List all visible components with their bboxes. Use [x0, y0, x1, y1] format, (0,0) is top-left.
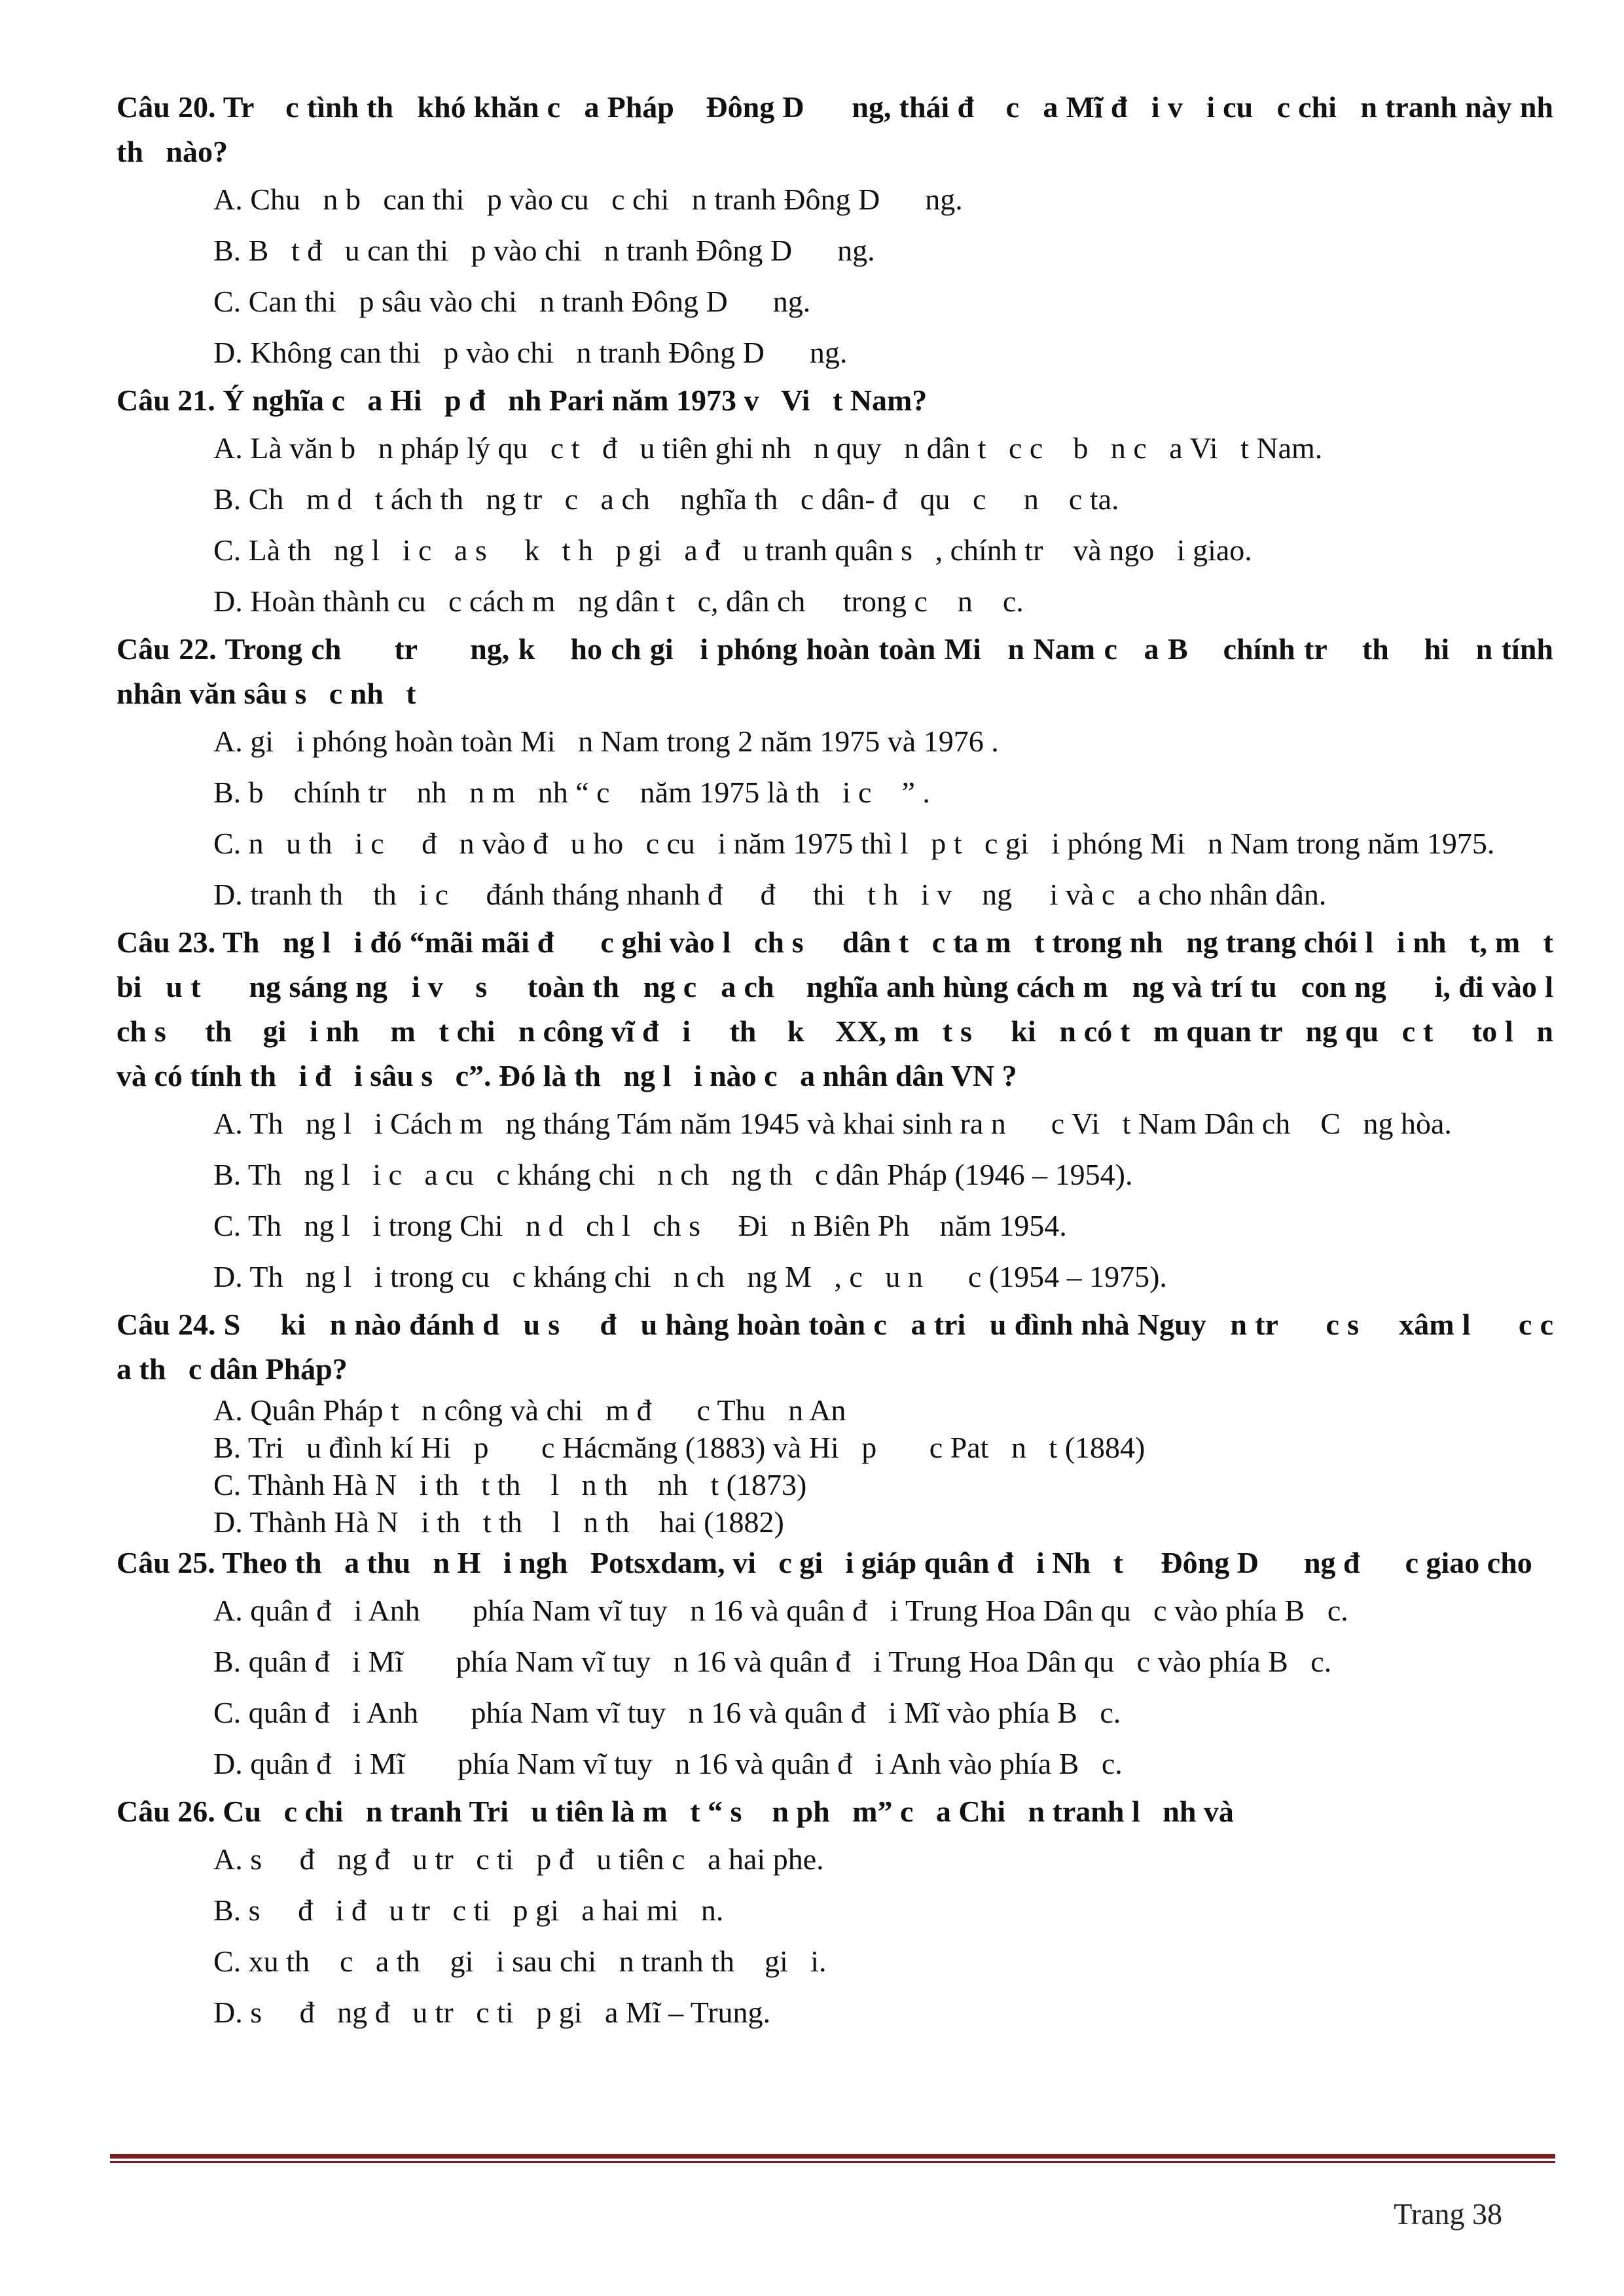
question-23-option-d: D. Th ng l i trong cu c kháng chi n ch ng M , c u n c (1954 – 1975).	[213, 1260, 1167, 1293]
question-25-option-d: D. quân đ i Mĩ phía Nam vĩ tuy n 16 và quân đ i Anh vào phía B c.	[213, 1747, 1123, 1780]
question-20-option-b: B. B t đ u can thi p vào chi n tranh Đông D ng.	[213, 234, 875, 267]
question-24-options	[117, 1391, 1553, 1541]
page-number: Trang 38	[1394, 2197, 1502, 2231]
question-25-heading: Câu 25. Theo th a thu n H i ngh Potsxdam, vi c gi i giáp quân đ i Nh t Đông D ng đ c giao cho	[117, 1546, 1532, 1579]
question-20-option-a: A. Chu n b can thi p vào cu c chi n tranh Đông D ng.	[213, 183, 963, 216]
question-22-option-a: A. gi i phóng hoàn toàn Mi n Nam trong 2 năm 1975 và 1976 .	[213, 725, 999, 758]
question-26-option-d: D. s đ ng đ u tr c ti p gi a Mĩ – Trung.	[213, 1996, 771, 2029]
question-21-option-a: A. Là văn b n pháp lý qu c t đ u tiên ghi nh n quy n dân t c c b n c a Vi t Nam.	[213, 431, 1323, 465]
question-26-option-c: C. xu th c a th gi i sau chi n tranh th gi i.	[213, 1945, 827, 1978]
question-26-heading: Câu 26. Cu c chi n tranh Tri u tiên là m t “ s n ph m” c a Chi n tranh l nh và	[117, 1795, 1234, 1828]
question-22-heading: Câu 22. Trong ch tr ng, k ho ch gi i phóng hoàn toàn Mi n Nam c a B chính tr th hi n tính nhân văn sâu s c nh t	[117, 632, 1561, 710]
question-21-option-d: D. Hoàn thành cu c cách m ng dân t c, dân ch trong c n c.	[213, 584, 1024, 618]
question-25	[117, 1541, 1553, 1789]
question-20-option-c: C. Can thi p sâu vào chi n tranh Đông D ng.	[213, 285, 811, 318]
question-22-options	[117, 716, 1553, 920]
question-24-option-a: A. Quân Pháp t n công và chi m đ c Thu n An	[213, 1393, 846, 1427]
question-26	[117, 1789, 1553, 2038]
question-22	[117, 627, 1561, 920]
question-25-option-c: C. quân đ i Anh phía Nam vĩ tuy n 16 và quân đ i Mĩ vào phía B c.	[213, 1696, 1121, 1729]
question-24-option-c: C. Thành Hà N i th t th l n th nh t (1873)	[213, 1468, 807, 1501]
question-21-heading: Câu 21. Ý nghĩa c a Hi p đ nh Pari năm 1973 v Vi t Nam?	[117, 384, 928, 417]
question-23-option-c: C. Th ng l i trong Chi n d ch l ch s Đi n Biên Ph năm 1954.	[213, 1209, 1067, 1242]
question-23	[117, 920, 1576, 1302]
question-26-option-a: A. s đ ng đ u tr c ti p đ u tiên c a hai phe.	[213, 1842, 824, 1876]
question-20	[117, 85, 1576, 378]
question-24-option-d: D. Thành Hà N i th t th l n th hai (1882)	[213, 1505, 784, 1539]
question-20-heading: Câu 20. Tr c tình th khó khăn c a Pháp Đông D ng, thái đ c a Mĩ đ i v i cu c chi n tranh này nh th nào?	[117, 90, 1576, 168]
question-21-option-c: C. Là th ng l i c a s k t h p gi a đ u tranh quân s , chính tr và ngo i giao.	[213, 533, 1252, 567]
question-22-option-d: D. tranh th th i c đánh tháng nhanh đ đ thi t h i v ng i và c a cho nhân dân.	[213, 878, 1327, 911]
question-26-option-b: B. s đ i đ u tr c ti p gi a hai mi n.	[213, 1893, 724, 1927]
question-21-option-b: B. Ch m d t ách th ng tr c a ch nghĩa th c dân- đ qu c n c ta.	[213, 482, 1119, 516]
question-25-option-a: A. quân đ i Anh phía Nam vĩ tuy n 16 và quân đ i Trung Hoa Dân qu c vào phía B c.	[213, 1594, 1348, 1627]
question-22-option-b: B. b chính tr nh n m nh “ c năm 1975 là th i c ” .	[213, 776, 930, 809]
question-24-option-b: B. Tri u đình kí Hi p c Hácmăng (1883) và Hi p c Pat n t (1884)	[213, 1431, 1146, 1464]
question-24-heading: Câu 24. S ki n nào đánh d u s đ u hàng hoàn toàn c a tri u đình nhà Nguy n tr c s xâm l c c a th c dân Pháp?	[117, 1308, 1576, 1386]
question-23-options	[117, 1098, 1553, 1302]
question-25-options	[117, 1585, 1553, 1789]
question-23-option-a: A. Th ng l i Cách m ng tháng Tám năm 1945 và khai sinh ra n c Vi t Nam Dân ch C ng hòa.	[213, 1107, 1452, 1140]
question-22-option-c: C. n u th i c đ n vào đ u ho c cu i năm 1975 thì l p t c gi i phóng Mi n Nam trong năm 1975.	[213, 827, 1495, 860]
question-26-options	[117, 1834, 1553, 2038]
question-20-option-d: D. Không can thi p vào chi n tranh Đông D ng.	[213, 336, 848, 369]
footer-rule-thick	[110, 2154, 1555, 2159]
question-20-options	[117, 174, 1553, 378]
question-21-options	[117, 423, 1553, 627]
question-23-heading: Câu 23. Th ng l i đó “mãi mãi đ c ghi vào l ch s dân t c ta m t trong nh ng trang chói l i nh t, m t bi u t ng sáng ng i v s toàn th ng c a ch nghĩa anh hùng cách m ng và trí tu con ng i, đi vào l ch s th gi i nh m t chi n công vĩ đ i th k XX, m t s ki n có t m quan tr ng qu c t to l n và có tính th i đ i sâu s c”. Đó là th ng l i nào c a nhân dân VN ?	[117, 925, 1576, 1092]
question-23-option-b: B. Th ng l i c a cu c kháng chi n ch ng th c dân Pháp (1946 – 1954).	[213, 1158, 1133, 1191]
question-21	[117, 378, 1553, 627]
question-24	[117, 1302, 1576, 1541]
footer-rule-thin	[110, 2161, 1555, 2163]
question-list	[117, 85, 1576, 2038]
question-25-option-b: B. quân đ i Mĩ phía Nam vĩ tuy n 16 và quân đ i Trung Hoa Dân qu c vào phía B c.	[213, 1645, 1332, 1678]
